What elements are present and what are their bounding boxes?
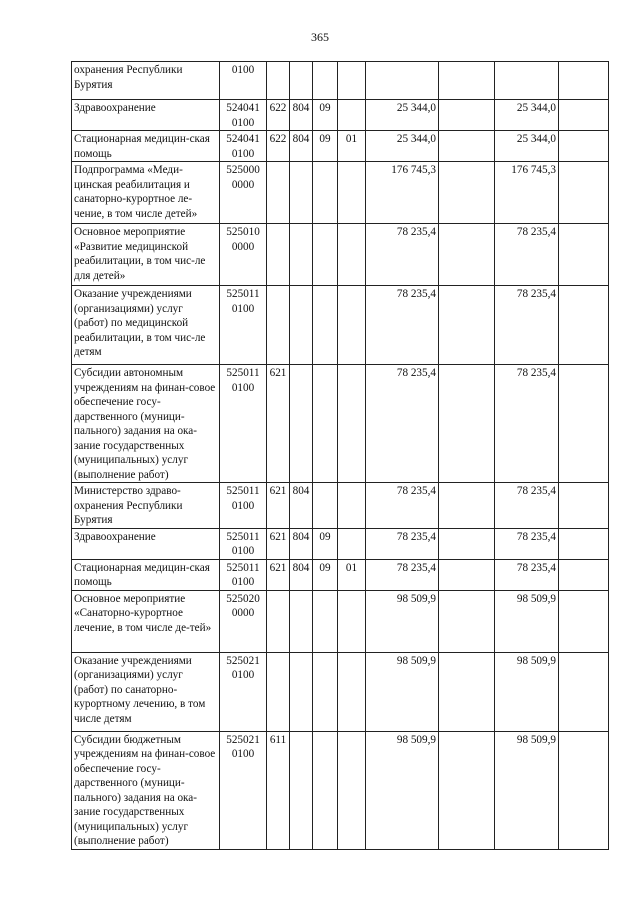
cell-target-article: 525011 0100 bbox=[220, 286, 267, 365]
cell-empty bbox=[559, 652, 609, 731]
cell-target-article: 524041 0100 bbox=[220, 100, 267, 131]
cell-empty bbox=[439, 528, 495, 559]
cell-section: 09 bbox=[313, 559, 338, 590]
cell-amount-total: 98 509,9 bbox=[495, 590, 559, 652]
cell-subsection bbox=[338, 100, 366, 131]
cell-amount-total: 98 509,9 bbox=[495, 652, 559, 731]
cell-administrator: 804 bbox=[290, 100, 313, 131]
cell-target-article: 525011 0100 bbox=[220, 365, 267, 483]
cell-target-article: 525021 0100 bbox=[220, 652, 267, 731]
cell-subsection bbox=[338, 365, 366, 483]
cell-subsection: 01 bbox=[338, 559, 366, 590]
cell-section bbox=[313, 590, 338, 652]
cell-amount-total: 176 745,3 bbox=[495, 162, 559, 224]
cell-name: Подпрограмма «Меди-цинская реабилитация и санаторно-курортное ле-чение, в том числе детей» bbox=[72, 162, 220, 224]
cell-section bbox=[313, 365, 338, 483]
table-row bbox=[72, 162, 609, 224]
cell-expense-type bbox=[267, 590, 290, 652]
cell-amount: 25 344,0 bbox=[366, 131, 439, 162]
cell-name: Основное мероприятие «Развитие медицинской реабилитации, в том чис-ле для детей» bbox=[72, 224, 220, 286]
cell-name: Здравоохранение bbox=[72, 100, 220, 131]
cell-target-article: 525020 0000 bbox=[220, 590, 267, 652]
cell-empty bbox=[439, 224, 495, 286]
cell-expense-type: 621 bbox=[267, 365, 290, 483]
cell-empty bbox=[439, 559, 495, 590]
cell-expense-type: 611 bbox=[267, 731, 290, 849]
cell-administrator: 804 bbox=[290, 559, 313, 590]
cell-administrator bbox=[290, 731, 313, 849]
cell-empty bbox=[559, 131, 609, 162]
cell-amount: 78 235,4 bbox=[366, 559, 439, 590]
table-row bbox=[72, 62, 609, 100]
cell-subsection bbox=[338, 483, 366, 529]
budget-table bbox=[71, 61, 609, 850]
cell-name: Основное мероприятие «Санаторно-курортное лечение, в том числе де-тей» bbox=[72, 590, 220, 652]
cell-empty bbox=[559, 62, 609, 100]
cell-name: Стационарная медицин-ская помощь bbox=[72, 131, 220, 162]
cell-section bbox=[313, 652, 338, 731]
cell-target-article: 524041 0100 bbox=[220, 131, 267, 162]
cell-empty bbox=[439, 652, 495, 731]
cell-section bbox=[313, 731, 338, 849]
cell-amount-total: 78 235,4 bbox=[495, 559, 559, 590]
cell-administrator: 804 bbox=[290, 131, 313, 162]
cell-amount-total: 78 235,4 bbox=[495, 528, 559, 559]
cell-empty bbox=[439, 731, 495, 849]
cell-target-article: 525011 0100 bbox=[220, 559, 267, 590]
cell-subsection: 01 bbox=[338, 131, 366, 162]
cell-amount: 78 235,4 bbox=[366, 286, 439, 365]
cell-expense-type bbox=[267, 286, 290, 365]
cell-administrator: 804 bbox=[290, 483, 313, 529]
cell-section bbox=[313, 483, 338, 529]
cell-amount-total: 78 235,4 bbox=[495, 224, 559, 286]
cell-administrator bbox=[290, 224, 313, 286]
cell-target-article: 525010 0000 bbox=[220, 224, 267, 286]
cell-administrator bbox=[290, 286, 313, 365]
cell-amount-total: 78 235,4 bbox=[495, 365, 559, 483]
cell-section bbox=[313, 62, 338, 100]
cell-amount: 176 745,3 bbox=[366, 162, 439, 224]
cell-name: охранения Республики Бурятия bbox=[72, 62, 220, 100]
cell-name: Министерство здраво-охранения Республики Бурятия bbox=[72, 483, 220, 529]
cell-administrator bbox=[290, 365, 313, 483]
table-row bbox=[72, 100, 609, 131]
page-number: 365 bbox=[311, 30, 329, 44]
cell-target-article: 525011 0100 bbox=[220, 528, 267, 559]
table-row bbox=[72, 286, 609, 365]
cell-amount: 78 235,4 bbox=[366, 528, 439, 559]
cell-empty bbox=[439, 62, 495, 100]
cell-empty bbox=[559, 559, 609, 590]
cell-subsection bbox=[338, 731, 366, 849]
cell-administrator bbox=[290, 62, 313, 100]
cell-expense-type: 621 bbox=[267, 528, 290, 559]
cell-amount: 98 509,9 bbox=[366, 731, 439, 849]
cell-expense-type: 621 bbox=[267, 483, 290, 529]
cell-expense-type: 622 bbox=[267, 131, 290, 162]
cell-empty bbox=[439, 590, 495, 652]
cell-subsection bbox=[338, 652, 366, 731]
cell-section: 09 bbox=[313, 100, 338, 131]
cell-expense-type: 622 bbox=[267, 100, 290, 131]
cell-amount-total: 25 344,0 bbox=[495, 100, 559, 131]
cell-empty bbox=[559, 365, 609, 483]
cell-expense-type bbox=[267, 652, 290, 731]
cell-subsection bbox=[338, 528, 366, 559]
cell-name: Оказание учреждениями (организациями) услуг (работ) по санаторно-курортному лечению, в том числе детям bbox=[72, 652, 220, 731]
cell-administrator: 804 bbox=[290, 528, 313, 559]
table-body bbox=[72, 62, 609, 850]
cell-expense-type bbox=[267, 224, 290, 286]
table-row bbox=[72, 483, 609, 529]
cell-amount: 78 235,4 bbox=[366, 483, 439, 529]
cell-name: Оказание учреждениями (организациями) услуг (работ) по медицинской реабилитации, в том чис-ле детям bbox=[72, 286, 220, 365]
cell-empty bbox=[559, 731, 609, 849]
cell-target-article: 525021 0100 bbox=[220, 731, 267, 849]
cell-amount-total: 78 235,4 bbox=[495, 286, 559, 365]
table-row bbox=[72, 131, 609, 162]
cell-empty bbox=[439, 365, 495, 483]
cell-empty bbox=[559, 483, 609, 529]
cell-amount: 98 509,9 bbox=[366, 652, 439, 731]
cell-amount: 98 509,9 bbox=[366, 590, 439, 652]
cell-administrator bbox=[290, 590, 313, 652]
cell-empty bbox=[559, 100, 609, 131]
table-row bbox=[72, 559, 609, 590]
cell-empty bbox=[439, 131, 495, 162]
cell-amount-total: 25 344,0 bbox=[495, 131, 559, 162]
cell-target-article: 525000 0000 bbox=[220, 162, 267, 224]
table-row bbox=[72, 365, 609, 483]
cell-section bbox=[313, 162, 338, 224]
cell-empty bbox=[559, 224, 609, 286]
cell-amount: 78 235,4 bbox=[366, 365, 439, 483]
cell-name: Субсидии автономным учреждениям на финан-совое обеспечение госу-дарственного (муници-пального) задания на ока-зание государственных (муниципальных) услуг (выполнение работ) bbox=[72, 365, 220, 483]
table-row bbox=[72, 528, 609, 559]
cell-empty bbox=[439, 483, 495, 529]
cell-subsection bbox=[338, 224, 366, 286]
cell-empty bbox=[559, 528, 609, 559]
cell-empty bbox=[559, 590, 609, 652]
cell-empty bbox=[559, 162, 609, 224]
cell-name: Субсидии бюджетным учреждениям на финан-совое обеспечение госу-дарственного (муници-пального) задания на ока-зание государственных (муниципальных) услуг (выполнение работ) bbox=[72, 731, 220, 849]
cell-expense-type: 621 bbox=[267, 559, 290, 590]
cell-section: 09 bbox=[313, 131, 338, 162]
cell-amount bbox=[366, 62, 439, 100]
cell-target-article: 0100 bbox=[220, 62, 267, 100]
cell-empty bbox=[439, 162, 495, 224]
cell-section bbox=[313, 286, 338, 365]
table-row bbox=[72, 731, 609, 849]
cell-section: 09 bbox=[313, 528, 338, 559]
cell-section bbox=[313, 224, 338, 286]
table-row bbox=[72, 590, 609, 652]
cell-administrator bbox=[290, 652, 313, 731]
cell-administrator bbox=[290, 162, 313, 224]
cell-subsection bbox=[338, 162, 366, 224]
cell-empty bbox=[439, 100, 495, 131]
cell-amount-total: 78 235,4 bbox=[495, 483, 559, 529]
cell-name: Здравоохранение bbox=[72, 528, 220, 559]
table-row bbox=[72, 224, 609, 286]
cell-empty bbox=[559, 286, 609, 365]
table-row bbox=[72, 652, 609, 731]
cell-expense-type bbox=[267, 62, 290, 100]
cell-subsection bbox=[338, 62, 366, 100]
cell-expense-type bbox=[267, 162, 290, 224]
cell-amount: 78 235,4 bbox=[366, 224, 439, 286]
cell-amount-total: 98 509,9 bbox=[495, 731, 559, 849]
cell-amount-total bbox=[495, 62, 559, 100]
cell-target-article: 525011 0100 bbox=[220, 483, 267, 529]
cell-amount: 25 344,0 bbox=[366, 100, 439, 131]
cell-subsection bbox=[338, 286, 366, 365]
cell-subsection bbox=[338, 590, 366, 652]
cell-empty bbox=[439, 286, 495, 365]
cell-name: Стационарная медицин-ская помощь bbox=[72, 559, 220, 590]
